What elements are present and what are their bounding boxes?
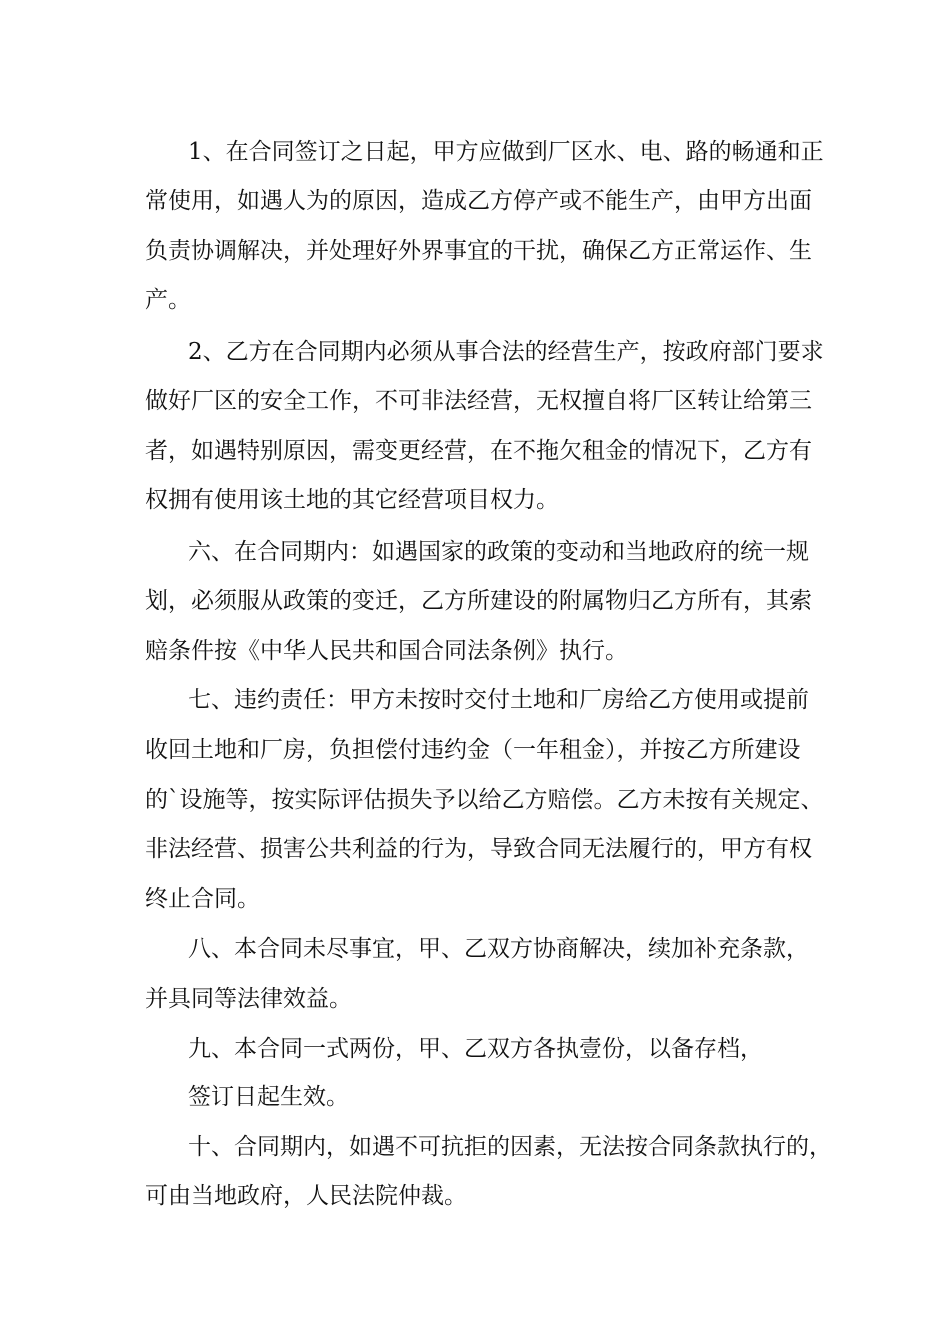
- paragraph-4-line-1: 七、违约责任：甲方未按时交付土地和厂房给乙方使用或提前: [188, 687, 809, 713]
- paragraph-1-line-4: 产。: [145, 287, 191, 313]
- paragraph-2-line-1: 2、乙方在合同期内必须从事合法的经营生产，按政府部门要求: [188, 339, 824, 365]
- paragraph-3-line-2: 划，必须服从政策的变迁，乙方所建设的附属物归乙方所有，其索: [145, 588, 812, 614]
- paragraph-3-line-1: 六、在合同期内：如遇国家的政策的变动和当地政府的统一规: [188, 539, 809, 565]
- paragraph-5-line-1: 八、本合同未尽事宜，甲、乙双方协商解决，续加补充条款，: [188, 936, 809, 962]
- paragraph-4-line-3: 的`设施等，按实际评估损失予以给乙方赔偿。乙方未按有关规定、: [145, 787, 824, 813]
- paragraph-3-line-3: 赔条件按《中华人民共和国合同法条例》执行。: [145, 638, 628, 664]
- paragraph-5-line-2: 并具同等法律效益。: [145, 986, 352, 1012]
- paragraph-6-line-1: 九、本合同一式两份，甲、乙双方各执壹份，以备存档，: [188, 1036, 763, 1062]
- paragraph-4-line-4: 非法经营、损害公共利益的行为，导致合同无法履行的，甲方有权: [145, 836, 812, 862]
- paragraph-2-line-4: 权拥有使用该土地的其它经营项目权力。: [145, 487, 559, 513]
- paragraph-4-line-5: 终止合同。: [145, 886, 260, 912]
- paragraph-7-line-2: 可由当地政府，人民法院仲裁。: [145, 1183, 467, 1209]
- paragraph-2-line-3: 者，如遇特别原因，需变更经营，在不拖欠租金的情况下，乙方有: [145, 438, 812, 464]
- paragraph-7-line-1: 十、合同期内，如遇不可抗拒的因素，无法按合同条款执行的，: [188, 1134, 832, 1160]
- paragraph-1-line-2: 常使用，如遇人为的原因，造成乙方停产或不能生产，由甲方出面: [145, 188, 812, 214]
- paragraph-2-line-2: 做好厂区的安全工作，不可非法经营，无权擅自将厂区转让给第三: [145, 388, 812, 414]
- paragraph-4-line-2: 收回土地和厂房，负担偿付违约金（一年租金），并按乙方所建设: [145, 737, 801, 763]
- paragraph-6-line-2: 签订日起生效。: [188, 1084, 349, 1110]
- paragraph-1-line-3: 负责协调解决，并处理好外界事宜的干扰，确保乙方正常运作、生: [145, 238, 812, 264]
- paragraph-1-line-1: 1、在合同签订之日起，甲方应做到厂区水、电、路的畅通和正: [188, 139, 824, 165]
